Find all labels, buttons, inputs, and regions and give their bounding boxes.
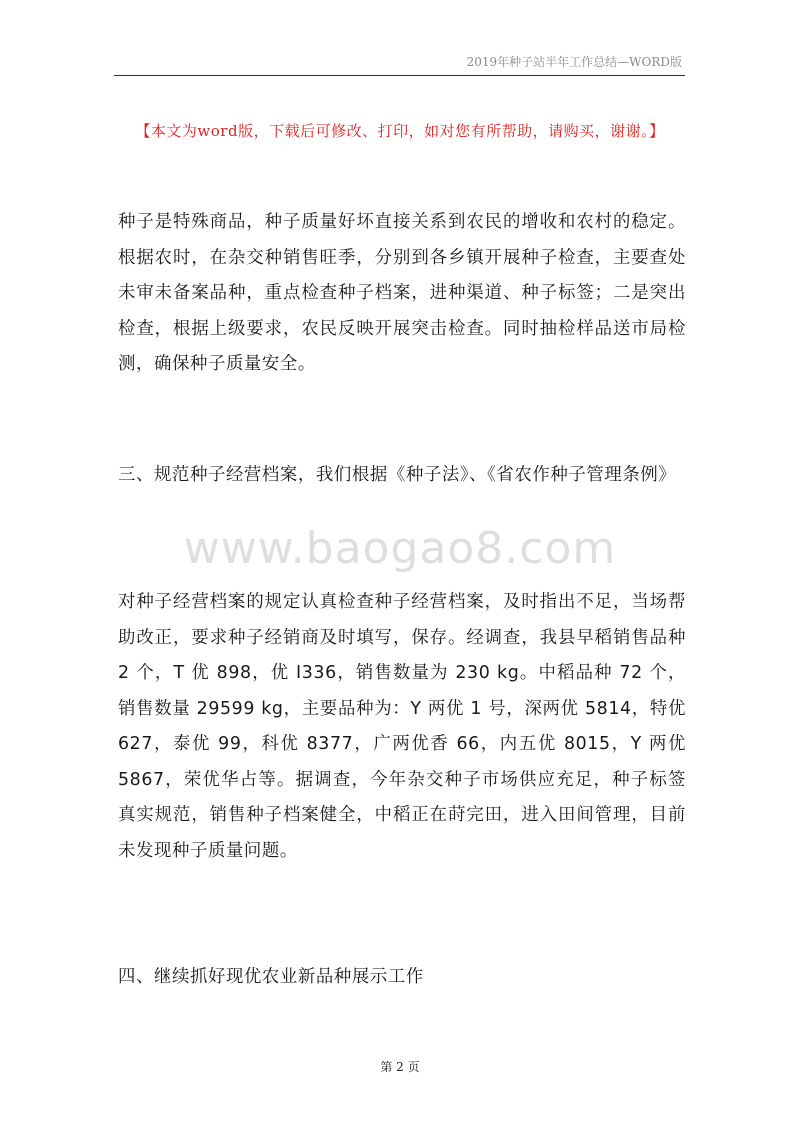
page-number: 第 2 页: [380, 1060, 420, 1074]
purchase-notice: 【本文为word版，下载后可修改、打印，如对您有所帮助，请购买，谢谢。】: [135, 122, 665, 140]
paragraph-seed-inspection: 种子是特殊商品，种子质量好坏直接关系到农民的增收和农村的稳定。根据农时，在杂交种销售旺季，分别到各乡镇开展种子检查，主要查处未审未备案品种，重点检查种子档案，进种渠道、种子标签；二是突出检查，根据上级要求，农民反映开展突击检查。同时抽检样品送市局检测，确保种子质量安全。: [118, 212, 686, 374]
section-heading-four: 四、继续抓好现优农业新品种展示工作: [118, 967, 424, 987]
section-heading-three: 三、规范种子经营档案，我们根据《种子法》、《省农作种子管理条例》: [118, 465, 677, 485]
header-divider: [114, 75, 685, 76]
page-header-title: 2019年种子站半年工作总结—WORD版: [466, 55, 682, 69]
paragraph-archive-check: 对种子经营档案的规定认真检查种子经营档案，及时指出不足，当场帮助改正，要求种子经销商及时填写，保存。经调查，我县早稻销售品种 2 个，T 优 898，优 I336，销售数量为 230 kg。中稻品种 72 个，销售数量 29599 kg，主要品种为：Y 两优 1 号，深两优 5814，特优 627，泰优 99，科优 8377，广两优香 66，内五优 8015，Y 两优 5867，荣优华占等。据调查，今年杂交种子市场供应充足，种子标签真实规范，销售种子档案健全，中稻正在莳完田，进入田间管理，目前未发现种子质量问题。: [118, 592, 686, 861]
watermark-text: www.baogao8.com: [183, 523, 617, 574]
